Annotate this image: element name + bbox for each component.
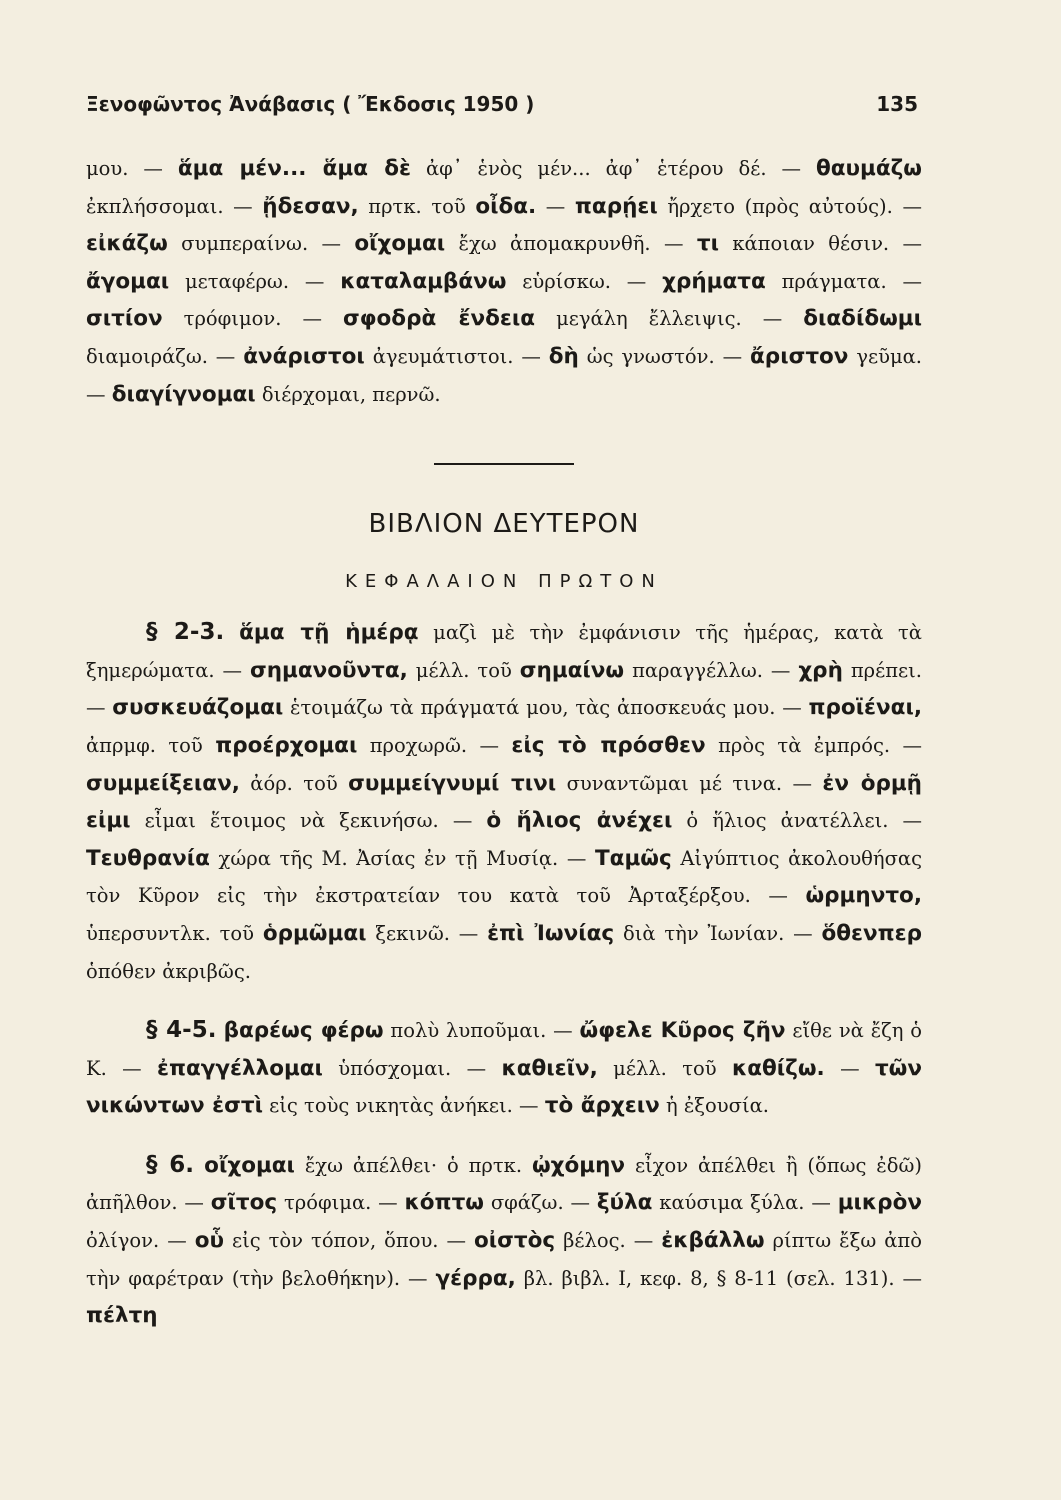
running-header: [86, 92, 918, 128]
lemma-term: συμμείξειαν,: [86, 770, 240, 796]
gloss-text: μου. —: [86, 157, 178, 180]
lemma-term: σῖτος: [210, 1190, 278, 1216]
gloss-text: διὰ τὴν Ἰωνίαν. —: [614, 921, 822, 945]
lemma-term: ἅμα τῇ ἡμέρᾳ: [239, 620, 419, 646]
lemma-term: συσκευάζομαι: [112, 695, 284, 721]
gloss-text: πολὺ λυποῦμαι. —: [383, 1019, 580, 1043]
gloss-text: καύσιμα ξύλα. —: [652, 1191, 838, 1215]
lemma-term: γέρρα,: [435, 1265, 516, 1291]
lemma-term: χρήματα: [662, 268, 766, 294]
glossary-sections: [86, 614, 922, 1335]
section-paragraph: [86, 1147, 922, 1335]
gloss-text: πρέπει. —: [86, 658, 922, 720]
gloss-text: διέρχομαι, περνῶ.: [255, 382, 441, 406]
gloss-text: γεῦμα. —: [86, 344, 923, 406]
book-title: ΒΙΒΛΙΟΝ ΔΕΥΤΕΡΟΝ: [368, 509, 640, 540]
paragraph-gap: [86, 1125, 922, 1147]
gloss-text: βλ. βιβλ. I, κεφ. 8, § 8-11 (σελ. 131). —: [515, 1266, 922, 1290]
lemma-term: παρῄει: [574, 193, 658, 219]
lemma-term: θαυμάζω: [815, 156, 922, 181]
lemma-term: δὴ: [548, 343, 579, 369]
running-title: Ξενοφῶντος Ἀνάβασις ( Ἔκδοσις 1950 ): [86, 92, 535, 116]
gloss-text: μεγάλη ἔλλειψις. —: [535, 307, 804, 331]
gloss-text: συμπεραίνω. —: [167, 232, 355, 256]
gloss-text: ἐκπλήσσομαι. —: [86, 194, 263, 218]
gloss-text: —: [824, 1056, 875, 1080]
lemma-term: ὁρμῶμαι: [262, 920, 367, 946]
lemma-term: ἐκβάλλω: [661, 1228, 765, 1254]
gloss-text: χώρα τῆς Μ. Ἀσίας ἐν τῇ Μυσίᾳ. —: [209, 846, 596, 870]
lemma-term: ἄριστον: [750, 343, 849, 369]
lemma-term: σημανοῦντα,: [249, 657, 408, 683]
gloss-text: ἀόρ. τοῦ: [239, 771, 349, 795]
lemma-term: ᾠχόμην: [531, 1152, 626, 1178]
section-paragraph: [86, 614, 922, 990]
lemma-term: ὅθενπερ: [821, 920, 922, 946]
gloss-text: ὁπόθεν ἀκριβῶς.: [86, 959, 251, 983]
gloss-text: ἀπρμφ. τοῦ: [86, 733, 216, 757]
lemma-term: Ταμῶς: [595, 845, 672, 871]
lemma-term: συμμείγνυμί τινι: [348, 770, 557, 796]
gloss-text: ὁ ἥλιος ἀνατέλλει. —: [672, 809, 922, 833]
lemma-term: Τευθρανία: [86, 845, 210, 871]
lemma-term: ἐπὶ Ἰωνίας: [487, 920, 615, 946]
gloss-text: παραγγέλλω. —: [624, 658, 799, 682]
lemma-term: ὤφελε Κῦρος ζῆν: [579, 1018, 786, 1044]
lemma-term: προέρχομαι: [215, 732, 358, 758]
lemma-term: οἶδα.: [475, 193, 537, 219]
lemma-term: τὸ ἄρχειν: [544, 1093, 660, 1119]
gloss-text: μεταφέρω. —: [169, 269, 341, 293]
lemma-term: οἰστὸς: [474, 1228, 556, 1254]
lemma-term: διαγίγνομαι: [111, 381, 256, 407]
gloss-text: συναντῶμαι μέ τινα. —: [556, 771, 823, 795]
lemma-term: προϊέναι,: [808, 695, 922, 721]
gloss-text: προχωρῶ. —: [357, 733, 512, 757]
gloss-text: ρίπτω ἔξω ἀπὸ τὴν φαρέτραν (τὴν βελοθήκην). —: [86, 1229, 922, 1290]
lemma-term: οἴχομαι: [204, 1152, 295, 1178]
gloss-text: ἀγευμάτιστοι. —: [364, 344, 549, 368]
lemma-term: ἐπαγγέλλομαι: [156, 1055, 323, 1081]
section-label: § 6.: [146, 1151, 194, 1178]
lemma-term: ἀνάριστοι: [243, 343, 365, 369]
section-paragraph: [86, 1012, 922, 1125]
gloss-text: εἰς τοὺς νικητὰς ἀνήκει. —: [262, 1094, 545, 1118]
lemma-term: διαδίδωμι: [803, 306, 922, 332]
lemma-term: εἰς τὸ πρόσθεν: [511, 732, 706, 758]
lemma-term: σφοδρὰ ἔνδεια: [342, 306, 536, 332]
gloss-text: ξεκινῶ. —: [366, 921, 488, 945]
gloss-text: ὑπερσυντλκ. τοῦ: [86, 921, 263, 945]
lemma-term: καταλαμβάνω: [340, 268, 507, 294]
lemma-term: τῶν νικώντων ἐστὶ: [86, 1055, 923, 1119]
section-label: § 4-5.: [146, 1017, 217, 1044]
gloss-text: πρτκ. τοῦ: [358, 194, 476, 218]
gloss-text: εὑρίσκω. —: [506, 269, 663, 293]
gloss-text: εἴθε νὰ ἔζη ὁ Κ. —: [86, 1019, 922, 1080]
gloss-text: κάποιαν θέσιν. —: [718, 232, 922, 256]
page-number: 135: [876, 92, 918, 116]
gloss-text: πρὸς τὰ ἐμπρός. —: [705, 733, 922, 757]
lemma-term: ξύλα: [596, 1190, 653, 1216]
lemma-term: βαρέως φέρω: [223, 1018, 384, 1044]
gloss-text: διαμοιράζω. —: [86, 344, 244, 368]
paragraph-gap: [86, 990, 922, 1012]
gloss-text: ἑτοιμάζω τὰ πράγματά μου, τὰς ἀποσκευάς μου. —: [283, 696, 809, 720]
gloss-text: ἔχω ἀπομακρυνθῆ. —: [445, 232, 697, 256]
gloss-text: σφάζω. —: [483, 1191, 597, 1215]
gloss-text: ὑπόσχομαι. —: [322, 1056, 502, 1080]
gloss-text: εἰς τὸν τόπον, ὅπου. —: [223, 1229, 474, 1253]
gloss-text: ὡς γνωστόν. —: [578, 344, 751, 368]
page-body: [86, 150, 922, 1335]
gloss-text: ἡ ἐξουσία.: [659, 1094, 769, 1118]
lemma-term: ᾔδεσαν,: [262, 193, 359, 219]
gloss-text: μέλλ. τοῦ: [597, 1056, 732, 1080]
gloss-text: ὀλίγον. —: [86, 1229, 195, 1253]
lemma-term: μικρὸν: [837, 1190, 922, 1216]
gloss-text: ἤρχετο (πρὸς αὐτούς). —: [657, 194, 922, 218]
section-divider: [434, 463, 574, 465]
gloss-text: εἶχον ἀπέλθει ἢ (ὅπως ἐδῶ) ἀπῆλθον. —: [86, 1153, 923, 1215]
gloss-text: βέλος. —: [555, 1229, 662, 1253]
lemma-term: χρὴ: [798, 657, 843, 683]
gloss-text: τρόφιμον. —: [162, 307, 343, 331]
lemma-term: ἄγομαι: [86, 268, 170, 294]
lemma-term: ἅμα μέν... ἅμα δὲ: [177, 156, 411, 181]
chapter-title: ΚΕΦΑΛΑΙΟΝ ΠΡΩΤΟΝ: [345, 571, 663, 593]
lemma-term: σιτίον: [86, 306, 163, 332]
lemma-term: σημαίνω: [519, 657, 625, 683]
gloss-text: τρόφιμα. —: [277, 1191, 405, 1215]
gloss-text: μαζὶ μὲ τὴν ἐμφάνισιν τῆς ἡμέρας, κατὰ τὰ ξημερώματα. —: [86, 621, 922, 682]
lemma-term: ὡρμηντο,: [805, 883, 922, 909]
gloss-text: εἶμαι ἕτοιμος νὰ ξεκινήσω. —: [130, 809, 487, 833]
intro-paragraph: [86, 150, 922, 413]
lemma-term: πέλτη: [86, 1303, 158, 1329]
lemma-term: οἴχομαι: [354, 231, 446, 257]
gloss-text: Αἰγύπτιος ἀκολουθήσας τὸν Κῦρον εἰς τὴν ἐκστρατείαν του κατὰ τοῦ Ἀρταξέρξου. —: [86, 846, 922, 908]
lemma-term: τι: [696, 231, 719, 257]
gloss-text: μέλλ. τοῦ: [407, 658, 520, 682]
lemma-term: καθίζω.: [731, 1055, 825, 1081]
lemma-term: ὁ ἥλιος ἀνέχει: [486, 808, 673, 834]
lemma-term: κόπτω: [404, 1190, 484, 1216]
gloss-text: —: [536, 194, 575, 218]
gloss-text: πράγματα. —: [765, 269, 923, 293]
gloss-text: ἀφ᾽ ἑνὸς μέν... ἀφ᾽ ἑτέρου δέ. —: [411, 157, 816, 180]
lemma-term: ἐν ὁρμῇ εἰμι: [86, 770, 922, 834]
section-label: § 2-3.: [146, 619, 225, 646]
gloss-text: ἔχω ἀπέλθει· ὁ πρτκ.: [294, 1153, 532, 1177]
lemma-term: εἰκάζω: [86, 231, 168, 257]
lemma-term: καθιεῖν,: [501, 1055, 598, 1081]
lemma-term: οὗ: [194, 1228, 224, 1254]
